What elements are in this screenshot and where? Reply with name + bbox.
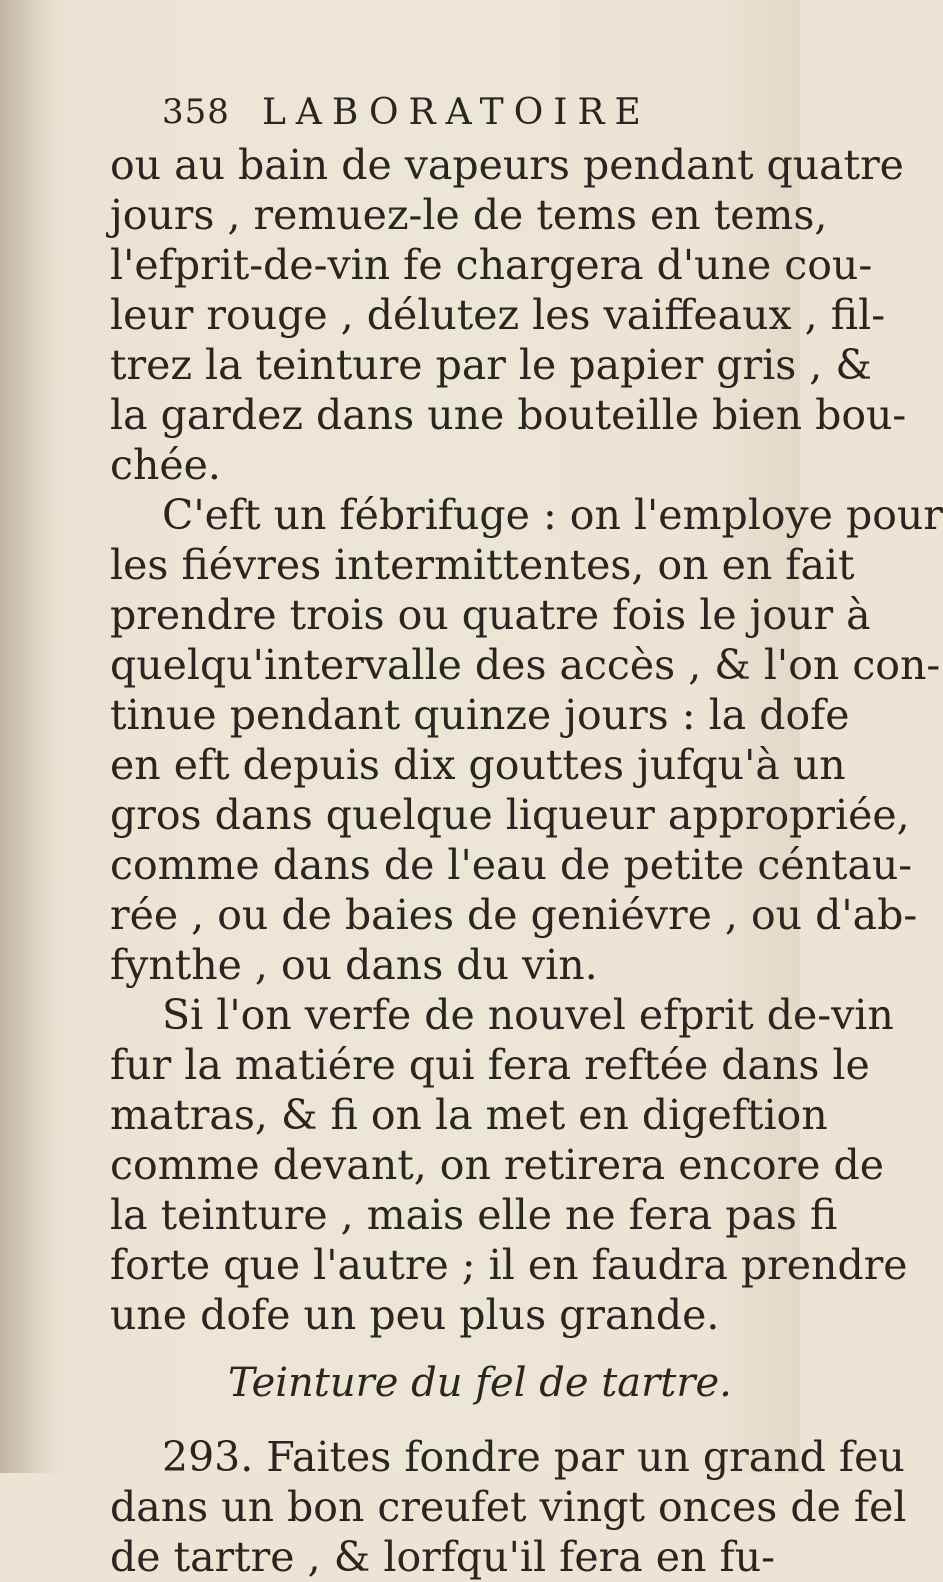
text-line: une dofe un peu plus grande. bbox=[110, 1291, 720, 1339]
running-head: LABORATOIRE bbox=[262, 92, 651, 133]
spacer bbox=[110, 1416, 775, 1432]
text-line: leur rouge , délutez les vaiffeaux , fil- bbox=[110, 291, 886, 339]
text-line: rée , ou de baies de geniévre , ou d'ab- bbox=[110, 891, 918, 939]
text-line: 293. Faites fondre par un grand feu bbox=[162, 1433, 905, 1481]
text-line: C'eft un fébrifuge : on l'employe pour bbox=[162, 491, 943, 539]
text-line: l'efprit-de-vin fe chargera d'une cou- bbox=[110, 241, 873, 289]
text-line: la teinture , mais elle ne fera pas fi bbox=[110, 1191, 838, 1239]
text-line: fur la matiére qui fera reftée dans le bbox=[110, 1041, 870, 1089]
text-line: ou au bain de vapeurs pendant quatre bbox=[110, 141, 904, 189]
page-number: 358 bbox=[162, 92, 230, 132]
text-line: quelqu'intervalle des accès , & l'on con- bbox=[110, 641, 941, 689]
text-line: matras, & fi on la met en digeftion bbox=[110, 1091, 828, 1139]
text-line: les fiévres intermittentes, on en fait bbox=[110, 541, 855, 589]
gutter-shadow bbox=[0, 0, 60, 1473]
text-line: tinue pendant quinze jours : la dofe bbox=[110, 691, 850, 739]
text-line: jours , remuez-le de tems en tems, bbox=[110, 191, 828, 239]
text-line: fynthe , ou dans du vin. bbox=[110, 941, 598, 989]
text-line: prendre trois ou quatre fois le jour à bbox=[110, 591, 871, 639]
text-line: trez la teinture par le papier gris , & bbox=[110, 341, 872, 389]
text-line: en eft depuis dix gouttes jufqu'à un bbox=[110, 741, 846, 789]
text-line: Si l'on verfe de nouvel efprit de-vin bbox=[162, 991, 894, 1039]
text-line: chée. bbox=[110, 441, 221, 489]
section-heading: Teinture du fel de tartre. bbox=[228, 1360, 732, 1406]
page-header bbox=[162, 92, 722, 142]
text-line: dans un bon creufet vingt onces de fel bbox=[110, 1483, 907, 1531]
text-line: gros dans quelque liqueur appropriée, bbox=[110, 791, 910, 839]
body-text bbox=[110, 140, 943, 1582]
text-line: forte que l'autre ; il en faudra prendre bbox=[110, 1241, 908, 1289]
text-line: de tartre , & lorfqu'il fera en fu- bbox=[110, 1533, 775, 1581]
text-line: la gardez dans une bouteille bien bou- bbox=[110, 391, 907, 439]
text-line: comme devant, on retirera encore de bbox=[110, 1141, 884, 1189]
text-line: comme dans de l'eau de petite céntau- bbox=[110, 841, 913, 889]
